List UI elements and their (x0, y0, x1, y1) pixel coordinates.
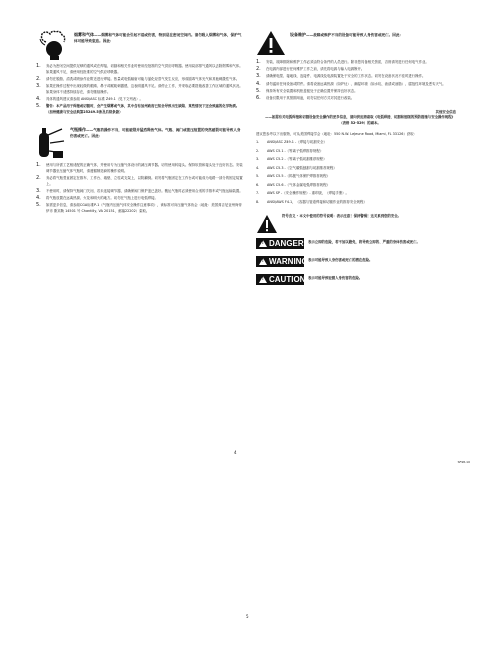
list-item: 8. ANSI/AWS F4.1，《容器与管道焊接和切割作业的推荐安全规程》 (256, 200, 367, 205)
list-item: 4. 具体的通风建议请参阅 ANSI/ASC 标准 Z49.1（见下文列表）。 (36, 95, 143, 102)
additional-info-note: 其他安全信息 ——如需有关电弧焊接和切割设备安全操作的更多信息，请向供应商索取《电弧焊接、切割和刨削的预防措施与安全操作规程》（表格 52-529）的副本。 (265, 109, 456, 125)
danger-label: ! DANGER (256, 238, 304, 249)
list-item: 1. 使用与所需工艺相适配的正确气体，并使用专为压缩气体设计的减压调节器。切勿使用转接头。保持软管和接头处于良好状态。安装调节器至压缩气体气瓶时，请遵循制造商的操作说明。 (36, 162, 243, 173)
gas-cylinder-hazard-icon (36, 125, 66, 159)
references-intro: 建议您参考以下出版物，可从美国焊接学会（地址：550 N.W. LeJeune Road, Miami, FL 33126）获取： (256, 132, 418, 137)
right-column (256, 30, 464, 292)
list-item: 5. 保持所有安全装置和机柜盖板处于正确位置并保持良好状态。 (256, 87, 358, 94)
list-item: 2. 在电源内部进行任何维护工作之前，请先将电源与输入电源断开。 (256, 66, 365, 73)
cylinder-title: 气瓶操作 (70, 127, 86, 133)
symbol-legend (256, 214, 464, 234)
list-item: 7. AWS SP -《安全操作规程》- 重印版，《焊接手册》。 (256, 191, 349, 196)
list-item: 3. AWS C5.2 -《等离子弧切割推荐规程》 (256, 157, 327, 162)
alert-icon (259, 276, 267, 283)
list-item: 1. 务必为密闭空间提供足够的通风或在焊接、切割和相关作业时使用经批准的空气供应呼吸器。使用局部排气通风以去除烟雾和气体。如果通风不足，请使用经批准的空气供应呼吸器。 (36, 63, 243, 74)
list-item: 5. AWS C5.5 -《钨极气体保护焊推荐规程》 (256, 174, 330, 179)
alert-icon (259, 240, 267, 247)
list-item: 6. AWS C5.6 -《气体金属电弧焊推荐规程》 (256, 182, 330, 187)
maintenance-title: 设备维护 (290, 32, 306, 37)
smoke-list (36, 64, 244, 115)
document-code: SF98-10 (457, 460, 470, 464)
additional-info-title: 其他安全信息 (435, 109, 456, 114)
maintenance-heading: 设备维护——故障或维护不当的设备可能导致人身伤害或死亡。因此： (290, 32, 404, 37)
cylinder-heading: 气瓶操作——气瓶若操作不当，可能破裂并猛烈释放气体。气瓶、阀门或泄压装置的突然破裂可能导致人身伤害或死亡。因此： (70, 127, 241, 138)
list-item: 5. 如需更多信息，请参阅CGA标准P-1《气瓶内压缩气体安全操作注意事项》，该标准可向压缩气体协会（地址：美国弗吉尼亚州尚蒂伊市 斯宾勒 14501 号 Chantilly, VA 20151，邮编22202）索取。 (36, 202, 242, 213)
caution-row: ! CAUTION 表示可能导致轻微人身伤害的危险。 (256, 274, 464, 285)
list-item: 3. 请确保电缆、接地线、连接件、电源线及电源装置处于安全的工作状态。切勿在设备状况不佳时进行操作。 (256, 73, 426, 80)
page-number-bottom: 5 (246, 614, 249, 619)
symbol-intro: 符号含义 - 本文中使用的符号说明：表示注意！保持警惕！这关系到您的安全。 (282, 213, 402, 218)
list-item: 6. 设备仅限用于其预期用途，切勿以任何方式对其进行改装。 (256, 94, 355, 101)
safety-alert-icon (256, 214, 278, 234)
warning-triangle-icon (256, 30, 286, 56)
danger-row: ! DANGER 表示立即的危险，若不加以避免，将导致立即的、严重的身体伤害或死亡。 (256, 238, 464, 249)
smoke-heading: 烟雾和气体——烟雾和气体可能会引起不适或伤害，特别是在密闭空间内。请勿吸入烟雾和气体，保护气体可能导致窒息。因此： (74, 32, 242, 43)
warning-row: ! WARNING 表示可能导致人身伤害或死亡的潜在危险。 (256, 256, 464, 267)
list-item: 1. 安装、故障排除和维护工作必须由符合条件的人员进行。除非您具备相关资质，否则请勿进行任何电气作业。 (256, 59, 429, 65)
list-item: 4. 将气瓶放置在远离热源、火花和明火的地方。切勿在气瓶上进行电弧焊接。 (36, 194, 158, 201)
warning-label: ! WARNING (256, 256, 304, 267)
maintenance-list (256, 60, 464, 102)
list-item: 2. AWS C5.1 -《等离子弧焊推荐规程》 (256, 148, 324, 153)
list-item: 2. 请勿在脱脂、清洗或喷涂作业附近进行焊接。热量或电弧辐射可能与氯化烃蒸气发生反应，形成剧毒气体光气和其他刺激性气体。 (36, 75, 240, 82)
list-item: 2. 务必将气瓶竖直固定在推车、工作台、墙壁、立柱或支架上，以防翻倒。切勿将气瓶固定在工作台或可能成为电路一部分的固定装置上。 (36, 174, 243, 186)
list-item: 4. AWS C5.3 -《空气碳弧刨割与切割推荐规程》 (256, 165, 337, 170)
page-number-left: 4 (234, 450, 237, 455)
references-list (256, 140, 464, 206)
list-item: 4. 请勿滥用任何设备或附件。请将设备远离热源（如炉灶）、潮湿环境（如水坑、油渍或油脂）、腐蚀性环境及恶劣天气。 (256, 80, 446, 87)
list-item: 5. 警告：本产品用于焊接或切割时，会产生烟雾或气体，其中含有加州政府已知会导致出生缺陷、某些情况下还会致癌的化学物质。（加州健康与安全法典第25249.5条及后续条款） (36, 102, 240, 114)
fumes-hazard-icon (36, 30, 70, 60)
smoke-warning-header (36, 30, 244, 60)
maintenance-warning-header (256, 30, 464, 56)
smoke-title: 烟雾和气体 (74, 32, 94, 37)
list-item: 3. 不使用时，请保持气瓶阀门关闭，若未连接调节器，请确保阀门保护盖已盖好。搬运气瓶时必须使用合适的手推车或气瓶运输装置。 (36, 187, 243, 194)
caution-label: ! CAUTION (256, 274, 304, 285)
alert-icon (259, 258, 267, 265)
left-column (36, 30, 244, 216)
cylinder-warning-header (36, 125, 244, 159)
list-item: 3. 如果在操作过程中出现轻微的眼睛、鼻子或喉咙刺激感，这表明通风不足。请停止工作，并采取必要措施改善工作区域的通风状况。如果身体不适感持续存在，请勿继续操作。 (36, 82, 243, 94)
cylinder-list (36, 163, 244, 214)
list-item: 1. ANSI/ASC Z49.1 -《焊接与切割安全》 (256, 139, 327, 144)
